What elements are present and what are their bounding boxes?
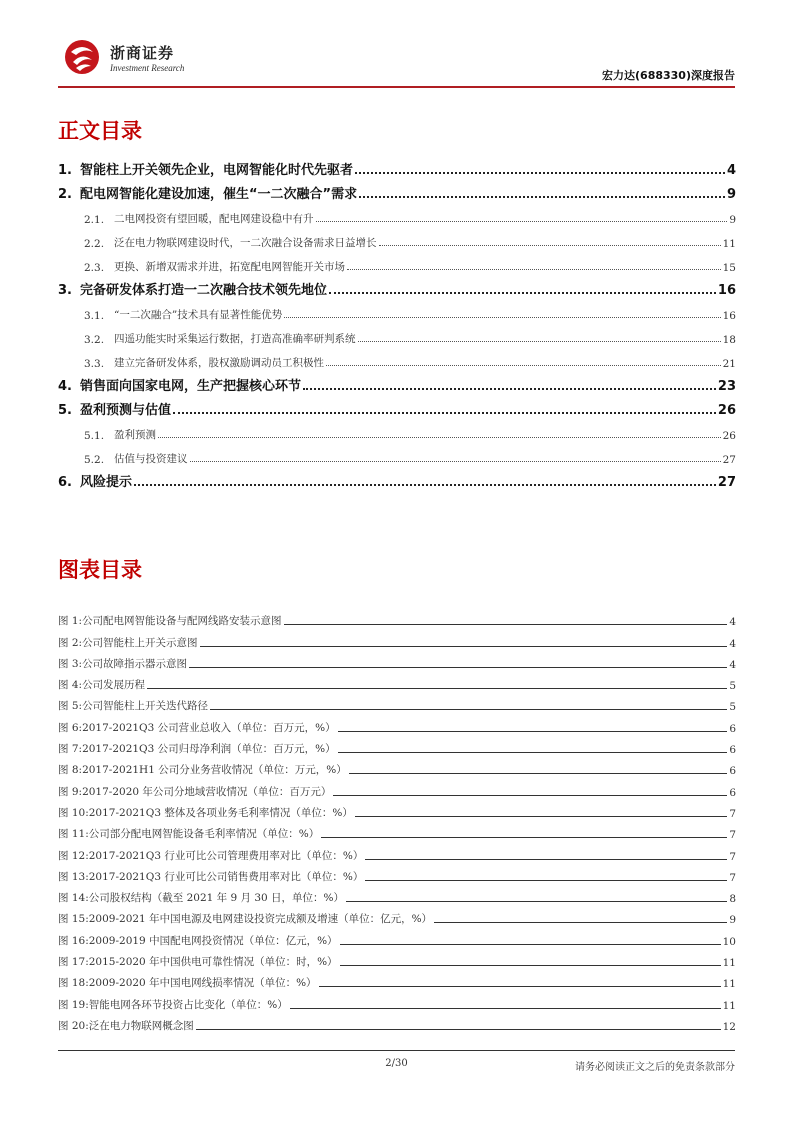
figure-text: 2017-2021H1 公司分业务营收情况（单位：万元，%）: [82, 764, 347, 777]
toc-subentry[interactable]: [58, 418, 736, 442]
toc-entry-text: 配电网智能化建设加速，催生“一二次融合”需求: [80, 187, 358, 202]
dot-leader: [338, 731, 728, 732]
figure-page: 12: [722, 1020, 736, 1033]
dot-leader: [321, 837, 727, 838]
figure-label: 图 8:: [58, 764, 83, 777]
header-divider: [58, 86, 735, 88]
figure-entry[interactable]: [58, 692, 736, 713]
figure-text: 泛在电力物联网概念图: [88, 1019, 194, 1032]
toc-entry-number: 3.: [58, 283, 72, 298]
toc-entry-number: 3.1.: [84, 310, 105, 322]
figure-label: 图 17:: [58, 956, 89, 969]
dot-leader: [196, 1029, 721, 1030]
dot-leader: [200, 646, 728, 647]
figure-page: 6: [729, 744, 736, 757]
figure-label: 图 20:: [58, 1019, 89, 1032]
figure-entry[interactable]: [58, 799, 736, 820]
disclaimer-text: 请务必阅读正文之后的免责条款部分: [575, 1062, 735, 1073]
dot-leader: [319, 986, 721, 987]
figure-page: 5: [729, 701, 736, 714]
figure-entry[interactable]: [58, 650, 736, 671]
figures-title: 图表目录: [58, 558, 142, 582]
toc-subentry[interactable]: [58, 226, 736, 250]
figure-text: 公司股权结构（截至 2021 年 9 月 30 日，单位：%）: [88, 892, 345, 905]
figure-list: [58, 607, 736, 1033]
figure-label: 图 19:: [58, 998, 89, 1011]
dot-leader: [365, 880, 727, 881]
figure-label: 图 2:: [58, 636, 83, 649]
figure-text: 2017-2021Q3 行业可比公司销售费用率对比（单位：%）: [88, 870, 364, 883]
figure-label: 图 1:: [58, 615, 83, 628]
dot-leader: [358, 341, 721, 342]
figure-page: 6: [729, 765, 736, 778]
figure-text: 2017-2021Q3 公司归母净利润（单位：百万元，%）: [82, 743, 336, 756]
figure-entry[interactable]: [58, 990, 736, 1011]
toc-entry-number: 5.: [58, 403, 72, 418]
figure-text: 2009-2019 中国配电网投资情况（单位：亿元，%）: [88, 934, 338, 947]
dot-leader: [340, 944, 721, 945]
figure-text: 2009-2021 年中国电源及电网建设投资完成额及增速（单位：亿元，%）: [88, 913, 433, 926]
figure-label: 图 6:: [58, 721, 83, 734]
dot-leader: [347, 269, 721, 270]
figure-text: 智能电网各环节投资占比变化（单位：%）: [88, 998, 288, 1011]
toc-subentry[interactable]: [58, 250, 736, 274]
dot-leader: [190, 461, 721, 462]
toc-entry-number: 2.3.: [84, 262, 105, 274]
toc-entry-number: 5.2.: [84, 454, 105, 466]
figure-entry[interactable]: [58, 713, 736, 734]
toc-entry-page: 11: [722, 238, 736, 250]
dot-leader: [329, 292, 716, 294]
toc-subentry[interactable]: [58, 346, 736, 370]
figure-text: 2017-2021Q3 行业可比公司管理费用率对比（单位：%）: [88, 849, 364, 862]
toc-entry[interactable]: [58, 178, 736, 202]
dot-leader: [355, 816, 727, 817]
dot-leader: [189, 667, 727, 668]
dot-leader: [326, 365, 721, 366]
toc-entry-text: 二电网投资有望回暖，配电网建设稳中有升: [114, 213, 314, 225]
dot-leader: [147, 688, 727, 689]
logo-text-en: Investment Research: [110, 63, 185, 73]
toc-entry-text: 更换、新增双需求并进，拓宽配电网智能开关市场: [114, 261, 345, 273]
figure-entry[interactable]: [58, 969, 736, 990]
figure-label: 图 9:: [58, 785, 83, 798]
toc-subentry[interactable]: [58, 202, 736, 226]
figure-page: 8: [729, 893, 736, 906]
toc-entry-text: 销售面向国家电网，生产把握核心环节: [80, 379, 302, 394]
toc-entry-text: 建立完备研发体系，股权激励调动员工积极性: [114, 357, 324, 369]
logo-mark-icon: [62, 38, 102, 76]
dot-leader: [284, 317, 720, 318]
figure-page: 4: [729, 616, 736, 629]
dot-leader: [355, 172, 725, 174]
figure-text: 公司配电网智能设备与配网线路安装示意图: [82, 615, 282, 628]
toc-entry-page: 26: [717, 403, 736, 418]
figure-label: 图 14:: [58, 892, 89, 905]
toc-entry-number: 6.: [58, 475, 72, 490]
figure-label: 图 4:: [58, 679, 83, 692]
toc-entry-text: 泛在电力物联网建设时代，一二次融合设备需求日益增长: [114, 237, 377, 249]
toc-entry-page: 9: [726, 187, 736, 202]
toc-entry-number: 5.1.: [84, 430, 105, 442]
dot-leader: [303, 388, 716, 390]
figure-page: 4: [729, 658, 736, 671]
figure-entry[interactable]: [58, 735, 736, 756]
figure-page: 9: [729, 914, 736, 927]
toc-entry-page: 23: [717, 379, 736, 394]
figure-label: 图 15:: [58, 913, 89, 926]
dot-leader: [338, 752, 728, 753]
figure-page: 7: [729, 871, 736, 884]
figure-page: 6: [729, 786, 736, 799]
toc-entry-page: 18: [722, 334, 736, 346]
figure-label: 图 5:: [58, 700, 83, 713]
toc-entry-page: 26: [722, 430, 736, 442]
toc-entry-text: 盈利预测与估值: [80, 403, 172, 418]
figure-page: 6: [729, 722, 736, 735]
figure-text: 公司发展历程: [82, 679, 146, 692]
dot-leader: [349, 773, 728, 774]
dot-leader: [284, 624, 728, 625]
figure-entry[interactable]: [58, 756, 736, 777]
toc-entry-text: 风险提示: [80, 475, 133, 490]
figure-page: 10: [722, 935, 736, 948]
toc-entry[interactable]: [58, 466, 736, 490]
figure-page: 11: [722, 999, 736, 1012]
toc-entry-number: 3.3.: [84, 358, 105, 370]
toc-entry-number: 2.1.: [84, 214, 105, 226]
company-logo: [58, 36, 218, 80]
figure-page: 7: [729, 829, 736, 842]
figure-text: 2015-2020 年中国供电可靠性情况（单位：时，%）: [88, 956, 338, 969]
figure-page: 7: [729, 807, 736, 820]
figure-entry[interactable]: [58, 884, 736, 905]
figure-text: 公司智能柱上开关迭代路径: [82, 700, 209, 713]
figure-entry[interactable]: [58, 841, 736, 862]
figure-entry[interactable]: [58, 1012, 736, 1033]
footer-divider: [58, 1050, 735, 1051]
toc-entry-text: “一二次融合”技术具有显著性能优势: [114, 309, 283, 321]
figure-entry[interactable]: [58, 777, 736, 798]
page-number: 2/30: [385, 1058, 408, 1069]
figure-text: 2017-2021Q3 公司营业总收入（单位：百万元，%）: [82, 721, 336, 734]
dot-leader: [333, 795, 727, 796]
figure-label: 图 3:: [58, 657, 83, 670]
toc-entry-number: 2.2.: [84, 238, 105, 250]
report-title: 宏力达(688330)深度报告: [602, 69, 735, 82]
toc-list: [58, 154, 736, 490]
figure-entry[interactable]: [58, 671, 736, 692]
figure-text: 公司故障指示器示意图: [82, 657, 188, 670]
figure-entry[interactable]: [58, 863, 736, 884]
figure-text: 公司智能柱上开关示意图: [82, 636, 198, 649]
figure-entry[interactable]: [58, 905, 736, 926]
toc-entry-page: 9: [729, 214, 736, 226]
figure-page: 7: [729, 850, 736, 863]
toc-entry-page: 16: [717, 283, 736, 298]
toc-title: 正文目录: [58, 119, 142, 143]
toc-entry-number: 2.: [58, 187, 72, 202]
figure-page: 11: [722, 957, 736, 970]
figure-label: 图 11:: [58, 828, 89, 841]
figure-label: 图 10:: [58, 806, 89, 819]
dot-leader: [316, 221, 728, 222]
figure-label: 图 16:: [58, 934, 89, 947]
toc-entry-page: 4: [726, 163, 736, 178]
dot-leader: [379, 245, 721, 246]
toc-entry-number: 3.2.: [84, 334, 105, 346]
dot-leader: [359, 196, 725, 198]
figure-entry[interactable]: [58, 948, 736, 969]
toc-entry[interactable]: [58, 274, 736, 298]
dot-leader: [365, 859, 727, 860]
dot-leader: [434, 922, 727, 923]
page-header: [58, 36, 735, 86]
figure-label: 图 13:: [58, 870, 89, 883]
dot-leader: [158, 437, 721, 438]
toc-entry-page: 21: [722, 358, 736, 370]
figure-label: 图 7:: [58, 743, 83, 756]
toc-entry-page: 16: [722, 310, 736, 322]
toc-entry[interactable]: [58, 154, 736, 178]
toc-entry-page: 15: [722, 262, 736, 274]
figure-text: 2017-2020 年公司分地域营收情况（单位：百万元）: [82, 785, 332, 798]
dot-leader: [290, 1008, 721, 1009]
dot-leader: [173, 412, 716, 414]
figure-page: 11: [722, 978, 736, 991]
figure-text: 公司部分配电网智能设备毛利率情况（单位：%）: [88, 828, 320, 841]
toc-entry-number: 1.: [58, 163, 72, 178]
toc-entry-number: 4.: [58, 379, 72, 394]
figure-entry[interactable]: [58, 607, 736, 628]
toc-subentry[interactable]: [58, 322, 736, 346]
toc-subentry[interactable]: [58, 298, 736, 322]
dot-leader: [210, 709, 727, 710]
toc-entry-text: 盈利预测: [114, 429, 156, 441]
figure-label: 图 18:: [58, 977, 89, 990]
figure-page: 5: [729, 680, 736, 693]
figure-text: 2009-2020 年中国电网线损率情况（单位：%）: [88, 977, 317, 990]
toc-entry-text: 智能柱上开关领先企业，电网智能化时代先驱者: [80, 163, 354, 178]
dot-leader: [134, 484, 716, 486]
toc-subentry[interactable]: [58, 442, 736, 466]
toc-entry-text: 四遥功能实时采集运行数据，打造高准确率研判系统: [114, 333, 356, 345]
figure-label: 图 12:: [58, 849, 89, 862]
toc-entry-page: 27: [717, 475, 736, 490]
figure-text: 2017-2021Q3 整体及各项业务毛利率情况（单位：%）: [88, 806, 353, 819]
figure-entry[interactable]: [58, 926, 736, 947]
toc-entry-page: 27: [722, 454, 736, 466]
dot-leader: [346, 901, 727, 902]
figure-entry[interactable]: [58, 628, 736, 649]
figure-page: 4: [729, 637, 736, 650]
toc-entry[interactable]: [58, 370, 736, 394]
toc-entry[interactable]: [58, 394, 736, 418]
figure-entry[interactable]: [58, 820, 736, 841]
logo-text-cn: 浙商证券: [110, 44, 175, 62]
toc-entry-text: 估值与投资建议: [114, 453, 188, 465]
toc-entry-text: 完备研发体系打造一二次融合技术领先地位: [80, 283, 328, 298]
dot-leader: [340, 965, 721, 966]
